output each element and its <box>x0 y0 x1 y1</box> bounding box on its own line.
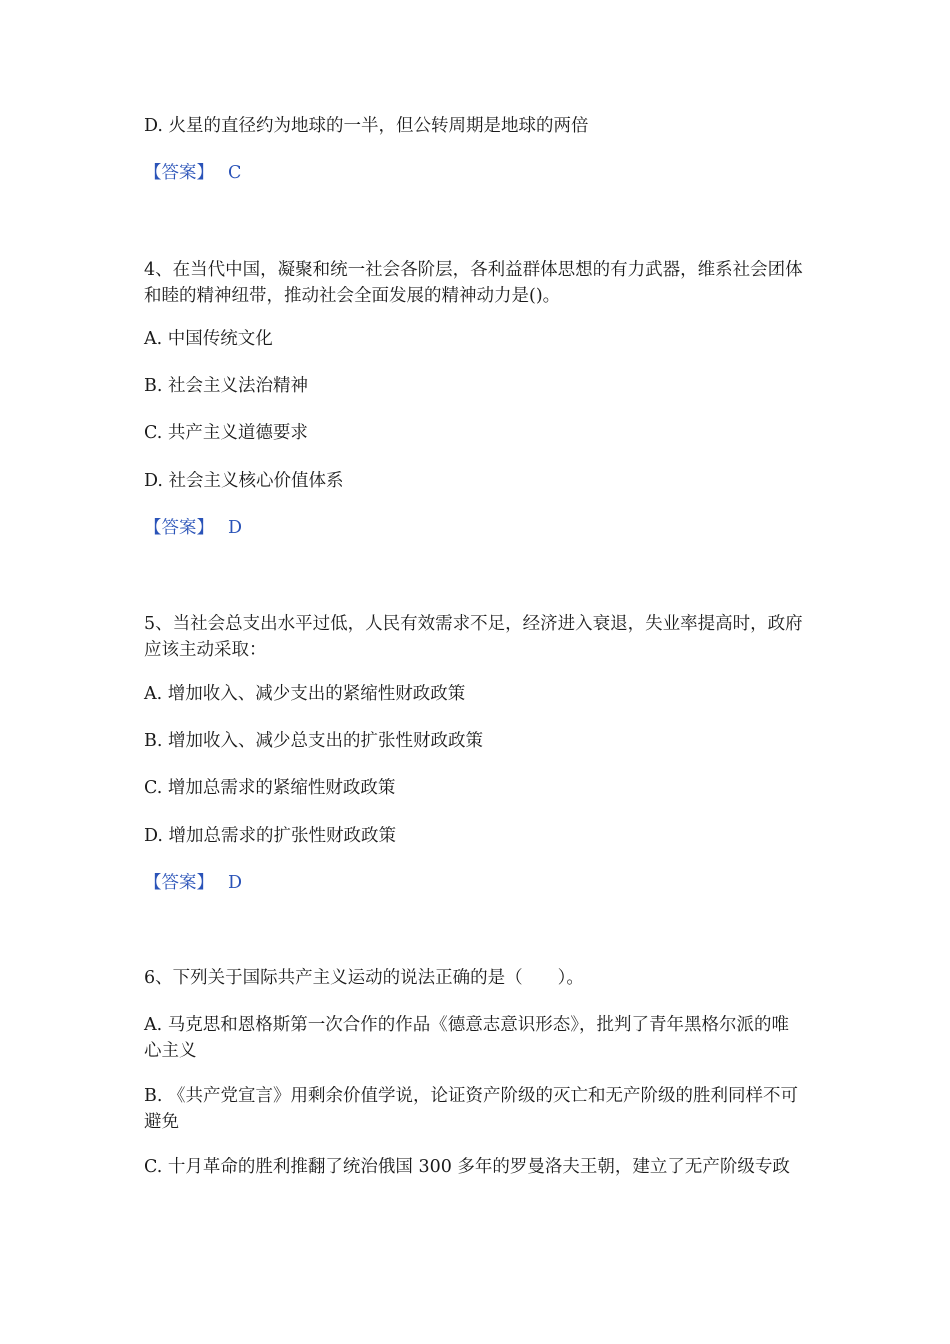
q5-option-d: D. 增加总需求的扩张性财政政策 <box>144 826 397 846</box>
answer-value: D <box>228 518 243 538</box>
q4-stem: 4、在当代中国，凝聚和统一社会各阶层，各利益群体思想的有力武器，维系社会团体和睦的精神纽带，推动社会全面发展的精神动力是()。 <box>144 260 803 306</box>
q3-option-d: D. 火星的直径约为地球的一半，但公转周期是地球的两倍 <box>144 116 589 136</box>
answer-label: 【答案】 <box>144 873 214 893</box>
q6-stem: 6、下列关于国际共产主义运动的说法正确的是（ ）。 <box>144 968 584 988</box>
q4-option-c: C. 共产主义道德要求 <box>144 423 308 443</box>
q5-option-b: B. 增加收入、减少总支出的扩张性财政政策 <box>144 731 483 751</box>
q5-option-c: C. 增加总需求的紧缩性财政政策 <box>144 778 396 798</box>
q4-option-d: D. 社会主义核心价值体系 <box>144 471 344 491</box>
answer-value: C <box>228 163 242 183</box>
q6-option-c: C. 十月革命的胜利推翻了统治俄国 300 多年的罗曼洛夫王朝，建立了无产阶级专政 <box>144 1157 790 1177</box>
q4-answer <box>144 516 242 540</box>
q5-option-a: A. 增加收入、减少支出的紧缩性财政政策 <box>144 684 466 704</box>
q4-option-b: B. 社会主义法治精神 <box>144 376 308 396</box>
q6-option-b: B. 《共产党宣言》用剩余价值学说，论证资产阶级的灭亡和无产阶级的胜利同样不可避免 <box>144 1086 798 1132</box>
q4-option-a: A. 中国传统文化 <box>144 329 273 349</box>
answer-label: 【答案】 <box>144 518 214 538</box>
answer-label: 【答案】 <box>144 163 214 183</box>
answer-value: D <box>228 873 243 893</box>
q5-stem: 5、当社会总支出水平过低，人民有效需求不足，经济进入衰退，失业率提高时，政府应该主动采取： <box>144 614 803 660</box>
q5-answer <box>144 871 242 895</box>
q6-option-a: A. 马克思和恩格斯第一次合作的作品《德意志意识形态》，批判了青年黑格尔派的唯心主义 <box>144 1015 790 1061</box>
q3-answer <box>144 161 241 185</box>
